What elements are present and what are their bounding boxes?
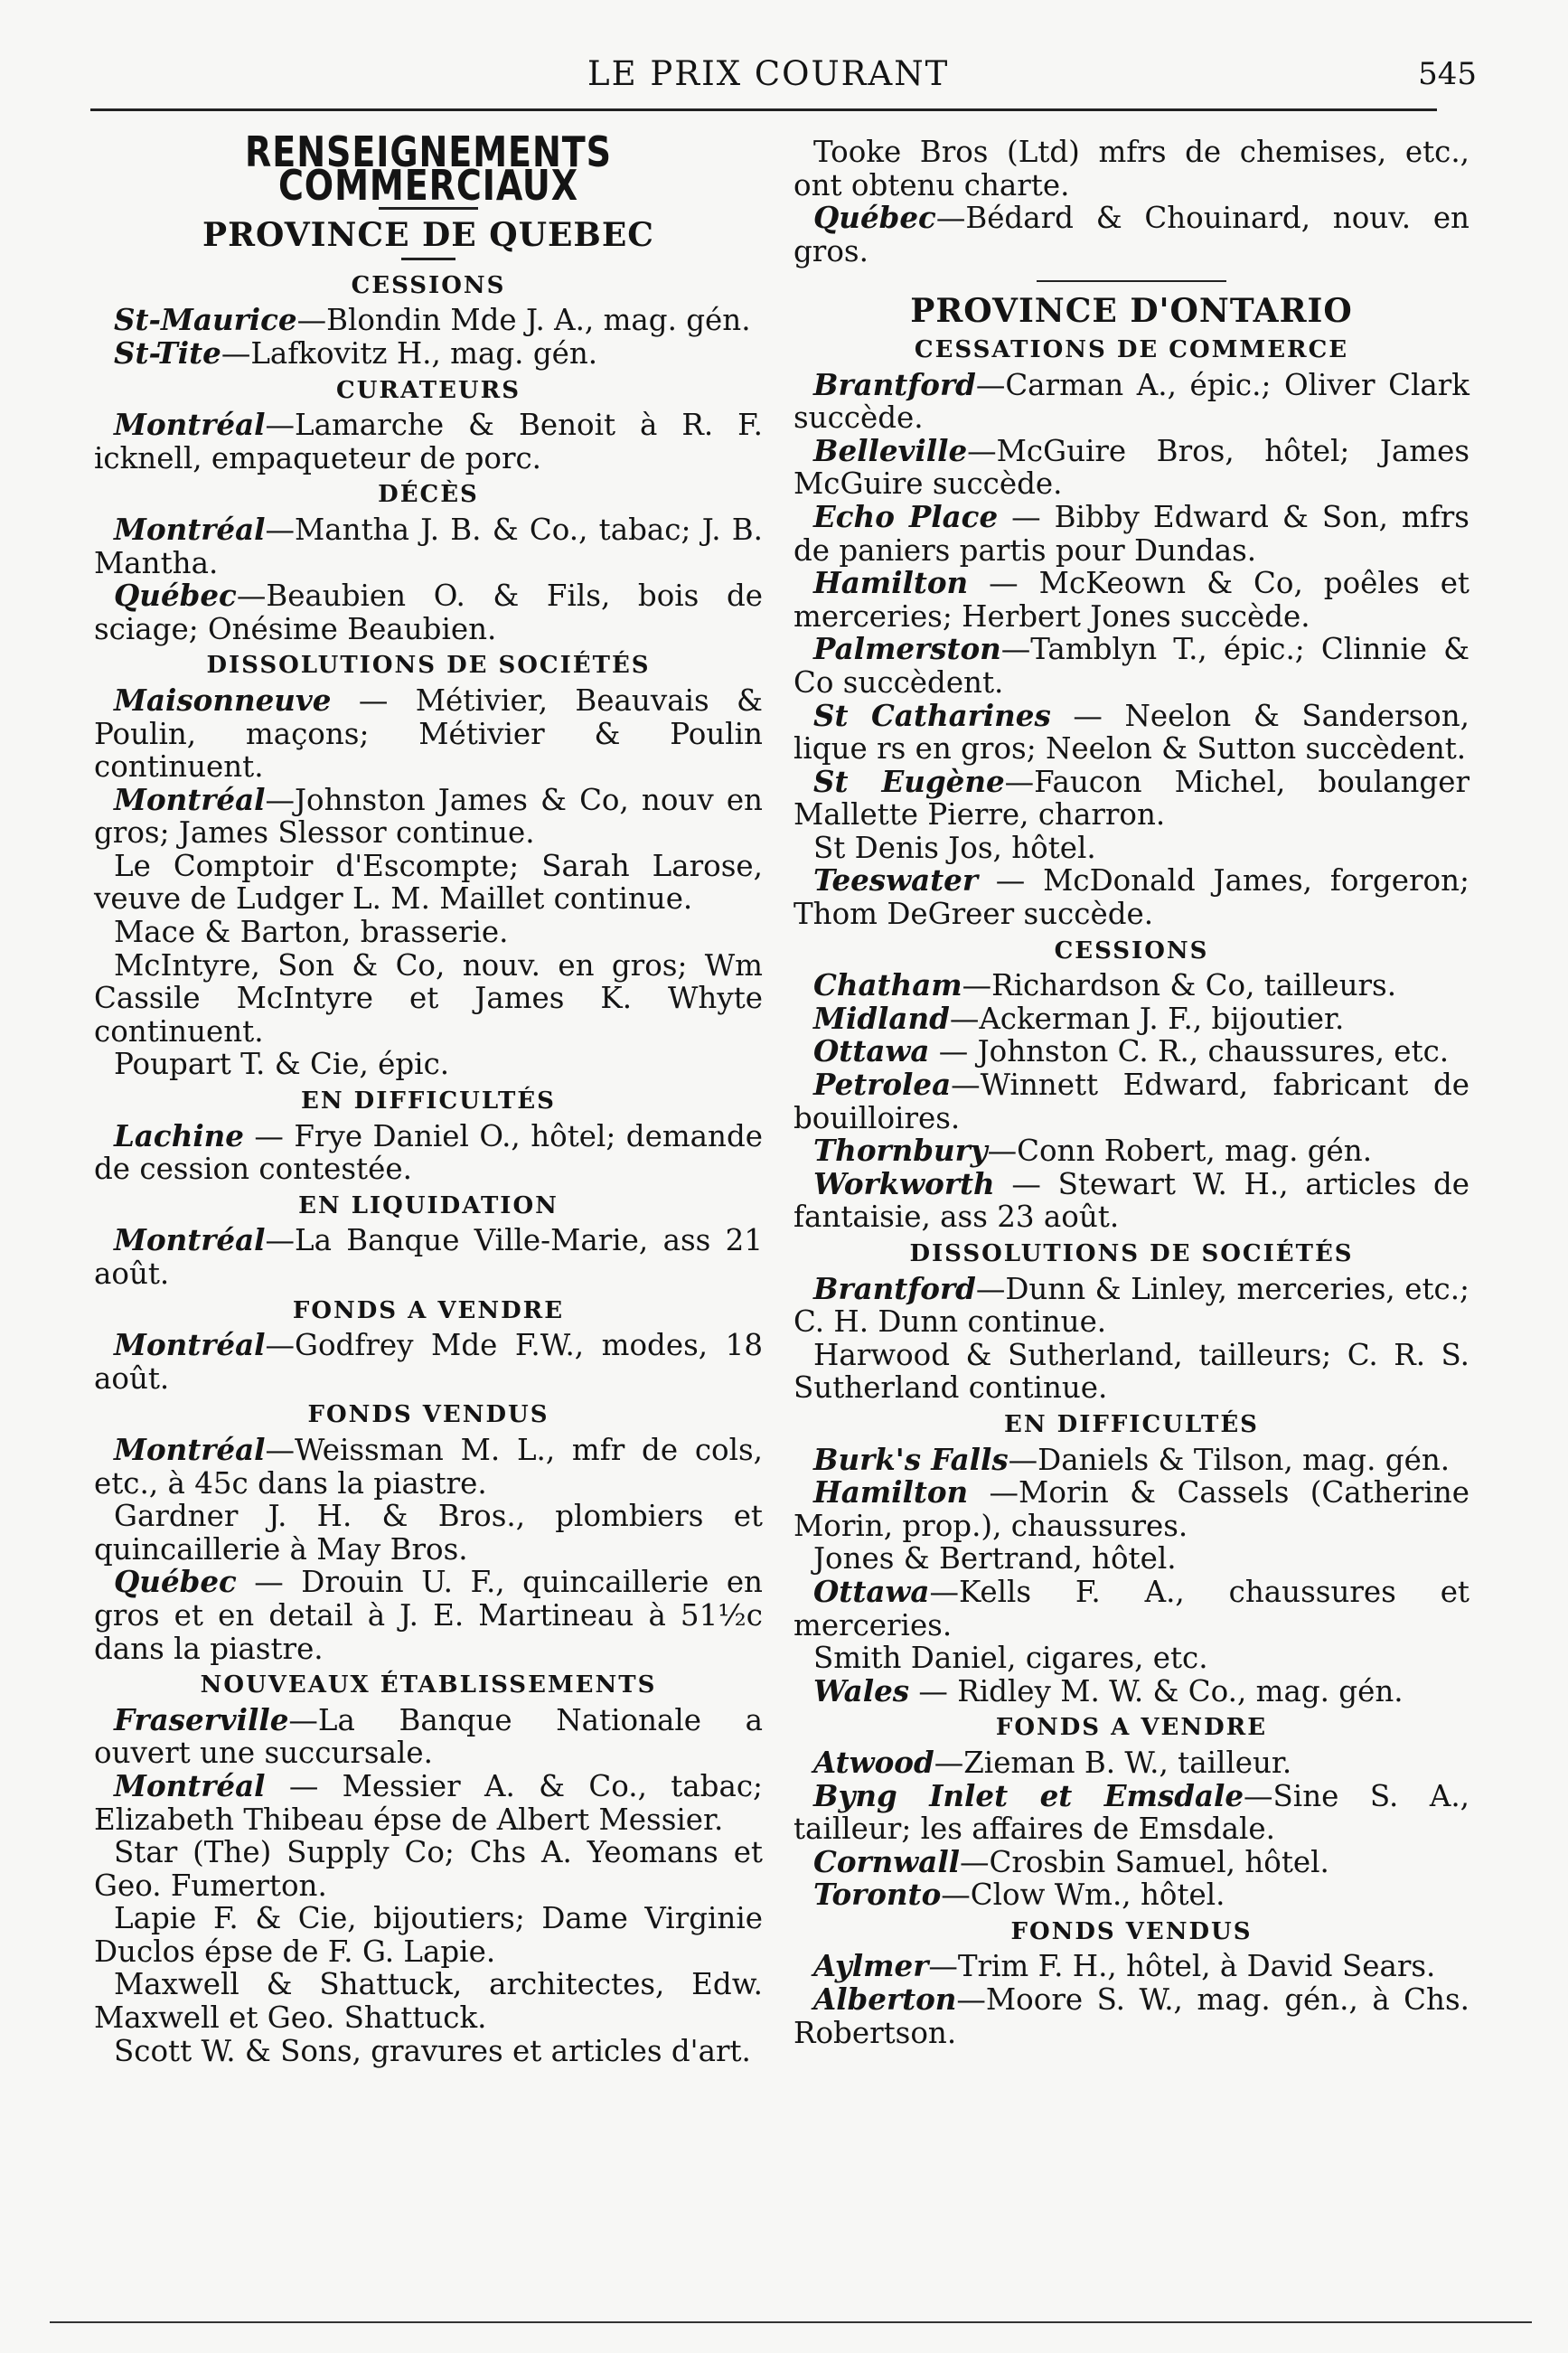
- entry-text: Harwood & Sutherland, tailleurs; C. R. S. Sutherland continue.: [793, 1337, 1469, 1406]
- entry-text: St Denis Jos, hôtel.: [813, 830, 1096, 865]
- place-name: Montréal: [114, 1222, 266, 1258]
- listing-entry: [793, 864, 1469, 930]
- listing-entry: [793, 763, 1469, 833]
- page-header: [72, 54, 1482, 99]
- place-name: Petrolea: [813, 1067, 952, 1103]
- listing-entry: [94, 409, 763, 475]
- listing-entry: [793, 1134, 1469, 1168]
- listing-entry: [94, 513, 763, 579]
- entry-text: —McGuire Bros, hôtel; James McGuire succède.: [793, 433, 1469, 502]
- place-name: Montréal: [114, 781, 266, 817]
- section-heading: CESSATIONS DE COMMERCE: [914, 335, 1349, 363]
- entry-text: —Tamblyn T., épic.; Clinnie & Co succèdent.: [793, 632, 1469, 700]
- province-heading: PROVINCE DE QUEBEC: [202, 216, 654, 255]
- entry-text: —Ackerman J. F., bijoutier.: [949, 1001, 1345, 1036]
- entry-text: Maxwell & Shattuck, architectes, Edw. Maxwell et Geo. Shattuck.: [94, 1967, 763, 2036]
- place-name: Montréal: [114, 1431, 266, 1467]
- place-name: Palmerston: [813, 631, 1001, 667]
- place-name: Montréal: [114, 407, 266, 443]
- listing-entry: [94, 781, 763, 851]
- place-name: Fraserville: [114, 1701, 289, 1737]
- listing-entry: [793, 432, 1469, 502]
- section-heading: CURATEURS: [336, 376, 521, 404]
- listing-entry: [793, 567, 1469, 633]
- place-name: Toronto: [813, 1877, 942, 1913]
- section-heading: DISSOLUTIONS DE SOCIÉTÉS: [909, 1240, 1354, 1267]
- entry-text: —Richardson & Co, tailleurs.: [962, 968, 1397, 1003]
- place-name: Burk's Falls: [813, 1441, 1009, 1477]
- entry-text: —Crosbin Samuel, hôtel.: [960, 1844, 1329, 1879]
- entry-text: Smith Daniel, cigares, etc.: [813, 1641, 1208, 1676]
- listing-entry: [793, 1441, 1469, 1477]
- entry-text: —Faucon Michel, boulanger Mallette Pierre, charron.: [793, 764, 1469, 833]
- section-heading: EN LIQUIDATION: [298, 1191, 559, 1219]
- listing-entry: [94, 334, 763, 371]
- entry-text: —Carman A., épic.; Oliver Clark succède.: [793, 367, 1469, 436]
- entry-text: —Trim F. H., hôtel, à David Sears.: [928, 1949, 1436, 1984]
- entry-text: — McKeown & Co, poêles et merceries; Herbert Jones succède.: [793, 566, 1469, 634]
- section-heading: FONDS A VENDRE: [292, 1296, 565, 1324]
- entry-text: —Weissman M. L., mfr de cols, etc., à 45c dans la piastre.: [94, 1432, 763, 1501]
- entry-text: —Conn Robert, mag. gén.: [987, 1134, 1373, 1169]
- listing-entry: [94, 1701, 763, 1771]
- listing-entry: [793, 1642, 1469, 1675]
- listing-entry: [94, 1566, 763, 1665]
- section-heading: FONDS VENDUS: [1010, 1917, 1253, 1945]
- main-title: RENSEIGNEMENTS COMMERCIAUX: [245, 127, 612, 210]
- listing-entry: [793, 1672, 1469, 1708]
- entry-text: —Bédard & Chouinard, nouv. en gros.: [793, 201, 1469, 268]
- listing-entry: [94, 916, 763, 949]
- entry-text: — Métivier, Beauvais & Poulin, maçons; Métivier & Poulin continuent.: [94, 682, 763, 785]
- place-name: Thornbury: [813, 1133, 988, 1169]
- listing-entry: [94, 1968, 763, 2034]
- listing-entry: [793, 1542, 1469, 1576]
- place-name: Alberton: [813, 1981, 957, 2018]
- footer-rule: [50, 2321, 1532, 2323]
- page-number: 545: [1418, 56, 1477, 92]
- listing-entry: [793, 832, 1469, 865]
- entry-text: McIntyre, Son & Co, nouv. en gros; Wm Cassile McIntyre et James K. Whyte continuent.: [94, 947, 763, 1049]
- entry-text: — Ridley M. W. & Co., mag. gén.: [909, 1673, 1404, 1708]
- entry-text: —Johnston James & Co, nouv en gros; James Slessor continue.: [94, 782, 763, 851]
- entry-text: —Lamarche & Benoit à R. F. icknell, empaqueteur de porc.: [94, 408, 763, 475]
- right-intro: [793, 136, 1469, 268]
- listing-entry: [94, 1767, 763, 1837]
- section-heading: DISSOLUTIONS DE SOCIÉTÉS: [206, 652, 651, 680]
- place-name: Brantford: [813, 366, 976, 402]
- listing-entry: [94, 1224, 763, 1290]
- place-name: Ottawa: [813, 1033, 930, 1069]
- place-name: Chatham: [813, 967, 962, 1003]
- listing-entry: [793, 1878, 1469, 1912]
- entry-text: —Mantha J. B. & Co., tabac; J. B. Mantha.: [94, 512, 763, 580]
- section-heading: NOUVEAUX ÉTABLISSEMENTS: [200, 1671, 657, 1699]
- place-name: Maisonneuve: [114, 682, 332, 718]
- entry-text: — Johnston C. R., chaussures, etc.: [929, 1034, 1450, 1069]
- place-name: Lachine: [114, 1117, 244, 1153]
- place-name: Echo Place: [813, 498, 999, 534]
- section-heading: FONDS A VENDRE: [995, 1714, 1268, 1742]
- listing-entry: [94, 1329, 763, 1395]
- place-name: Montréal: [114, 1767, 266, 1803]
- place-name: St Eugène: [813, 763, 1005, 799]
- entry-text: —Kells F. A., chaussures et merceries.: [793, 1574, 1469, 1642]
- listing-entry: [94, 1836, 763, 1902]
- place-name: Wales: [813, 1672, 910, 1708]
- place-name: Brantford: [813, 1270, 976, 1306]
- section-heading: CESSIONS: [1054, 936, 1209, 965]
- entry-text: —Dunn & Linley, merceries, etc.; C. H. Dunn continue.: [793, 1271, 1469, 1340]
- entry-text: Poupart T. & Cie, épic.: [114, 1047, 450, 1082]
- place-name: Hamilton: [813, 1474, 969, 1511]
- entry-text: Mace & Barton, brasserie.: [114, 915, 509, 950]
- listing-entry: [793, 366, 1469, 436]
- listing-entry: [94, 1117, 763, 1187]
- entry-text: Scott W. & Sons, gravures et articles d'art.: [114, 2033, 751, 2068]
- place-name: Ottawa: [813, 1573, 930, 1609]
- place-name: Belleville: [813, 432, 968, 468]
- listing-entry: [94, 304, 763, 337]
- section-heading: EN DIFFICULTÉS: [301, 1087, 556, 1115]
- listing-entry: [793, 1777, 1469, 1847]
- province-heading: PROVINCE D'ONTARIO: [910, 292, 1353, 331]
- listing-entry: [793, 633, 1469, 699]
- right-column: [793, 136, 1469, 2049]
- entry-text: — Messier A. & Co., tabac; Elizabeth Thibeau épse de Albert Messier.: [94, 1768, 763, 1837]
- listing-entry: [94, 2035, 763, 2068]
- entry-text: —Blondin Mde J. A., mag. gén.: [296, 303, 751, 338]
- entry-text: Tooke Bros (Ltd) mfrs de chemises, etc., ont obtenu charte.: [793, 135, 1469, 202]
- entry-text: — Drouin U. F., quincaillerie en gros et en detail à J. E. Martineau à 51½c dans la piastre.: [94, 1565, 763, 1666]
- entry-text: —Clow Wm., hôtel.: [941, 1878, 1225, 1913]
- entry-text: —Godfrey Mde F.W., modes, 18 août.: [94, 1328, 763, 1396]
- entry-text: Gardner J. H. & Bros., plombiers et quincaillerie à May Bros.: [94, 1499, 763, 1567]
- entry-text: Le Comptoir d'Escompte; Sarah Larose, veuve de Ludger L. M. Maillet continue.: [94, 848, 763, 917]
- listing-entry: [793, 1843, 1469, 1879]
- listing-entry: [793, 202, 1469, 268]
- entry-text: — Neelon & Sanderson, lique rs en gros; Neelon & Sutton succèdent.: [793, 698, 1470, 767]
- entry-text: —Moore S. W., mag. gén., à Chs. Robertson.: [793, 1982, 1469, 2050]
- place-name: Québec: [114, 1564, 237, 1600]
- listing-entry: [94, 684, 763, 784]
- header-rule: [90, 108, 1437, 111]
- entry-text: —Zieman B. W., tailleur.: [934, 1745, 1292, 1780]
- left-column: [94, 127, 763, 2068]
- listing-entry: [94, 579, 763, 645]
- listing-entry: [793, 697, 1470, 767]
- entry-text: —La Banque Ville-Marie, ass 21 août.: [94, 1223, 763, 1291]
- entry-text: —La Banque Nationale a ouvert une succursale.: [94, 1702, 763, 1771]
- entry-text: —Lafkovitz H., mag. gén.: [221, 335, 598, 371]
- entry-text: —Beaubien O. & Fils, bois de sciage; Onésime Beaubien.: [94, 579, 763, 646]
- entry-text: — Bibby Edward & Son, mfrs de paniers partis pour Dundas.: [793, 499, 1469, 568]
- entry-text: Jones & Bertrand, hôtel.: [813, 1541, 1177, 1577]
- entry-text: —Morin & Cassels (Catherine Morin, prop.), chaussures.: [793, 1475, 1469, 1543]
- listing-entry: [793, 969, 1469, 1002]
- place-name: Cornwall: [813, 1843, 961, 1879]
- listing-entry: [793, 136, 1469, 202]
- listing-entry: [793, 1983, 1469, 2049]
- listing-entry: [793, 1339, 1469, 1405]
- place-name: Midland: [813, 1000, 950, 1036]
- place-name: St Catharines: [813, 697, 1051, 733]
- entry-text: Lapie F. & Cie, bijoutiers; Dame Virginie Duclos épse de F. G. Lapie.: [94, 1901, 763, 1969]
- entry-text: —Daniels & Tilson, mag. gén.: [1008, 1442, 1451, 1477]
- listing-entry: [793, 1270, 1469, 1340]
- entry-text: —Sine S. A., tailleur; les affaires de Emsdale.: [793, 1778, 1469, 1847]
- running-title: LE PRIX COURANT: [587, 54, 950, 93]
- place-name: Byng Inlet et Emsdale: [813, 1777, 1244, 1813]
- place-name: St-Tite: [114, 334, 221, 371]
- listing-entry: [94, 1431, 763, 1501]
- place-name: Aylmer: [813, 1948, 929, 1984]
- listing-entry: [793, 1746, 1469, 1780]
- listing-entry: [793, 1165, 1469, 1235]
- entry-text: — McDonald James, forgeron; Thom DeGreer succède.: [793, 863, 1469, 932]
- listing-entry: [793, 1950, 1469, 1983]
- listing-entry: [793, 498, 1469, 568]
- place-name: Teeswater: [813, 862, 978, 899]
- entry-text: — Frye Daniel O., hôtel; demande de cession contestée.: [94, 1118, 763, 1187]
- place-name: Montréal: [114, 511, 266, 547]
- section-heading: FONDS VENDUS: [307, 1401, 549, 1429]
- place-name: Hamilton: [813, 565, 969, 601]
- entry-text: — Stewart W. H., articles de fantaisie, ass 23 août.: [793, 1166, 1469, 1235]
- listing-entry: [793, 1476, 1469, 1542]
- place-name: Workworth: [813, 1165, 995, 1201]
- entry-text: —Winnett Edward, fabricant de bouilloires.: [793, 1068, 1469, 1135]
- right-sections: [793, 334, 1469, 2049]
- entry-text: Star (The) Supply Co; Chs A. Yeomans et Geo. Fumerton.: [94, 1835, 763, 1903]
- section-heading: DÉCÈS: [378, 481, 479, 509]
- listing-entry: [793, 1573, 1469, 1642]
- listing-entry: [793, 1035, 1469, 1068]
- listing-entry: [793, 1068, 1469, 1134]
- section-heading: EN DIFFICULTÉS: [1004, 1410, 1259, 1438]
- separator: [1037, 280, 1226, 282]
- place-name: Montréal: [114, 1327, 266, 1363]
- listing-entry: [94, 850, 763, 916]
- place-name: St-Maurice: [114, 302, 297, 338]
- place-name: Atwood: [813, 1744, 934, 1780]
- listing-entry: [94, 949, 763, 1049]
- listing-entry: [94, 1048, 763, 1081]
- separator: [401, 258, 455, 260]
- listing-entry: [94, 1902, 763, 1968]
- place-name: Québec: [813, 200, 936, 236]
- listing-entry: [94, 1500, 763, 1566]
- section-heading: CESSIONS: [351, 271, 506, 299]
- left-sections: [94, 269, 763, 2067]
- place-name: Québec: [114, 578, 237, 614]
- listing-entry: [793, 1002, 1469, 1036]
